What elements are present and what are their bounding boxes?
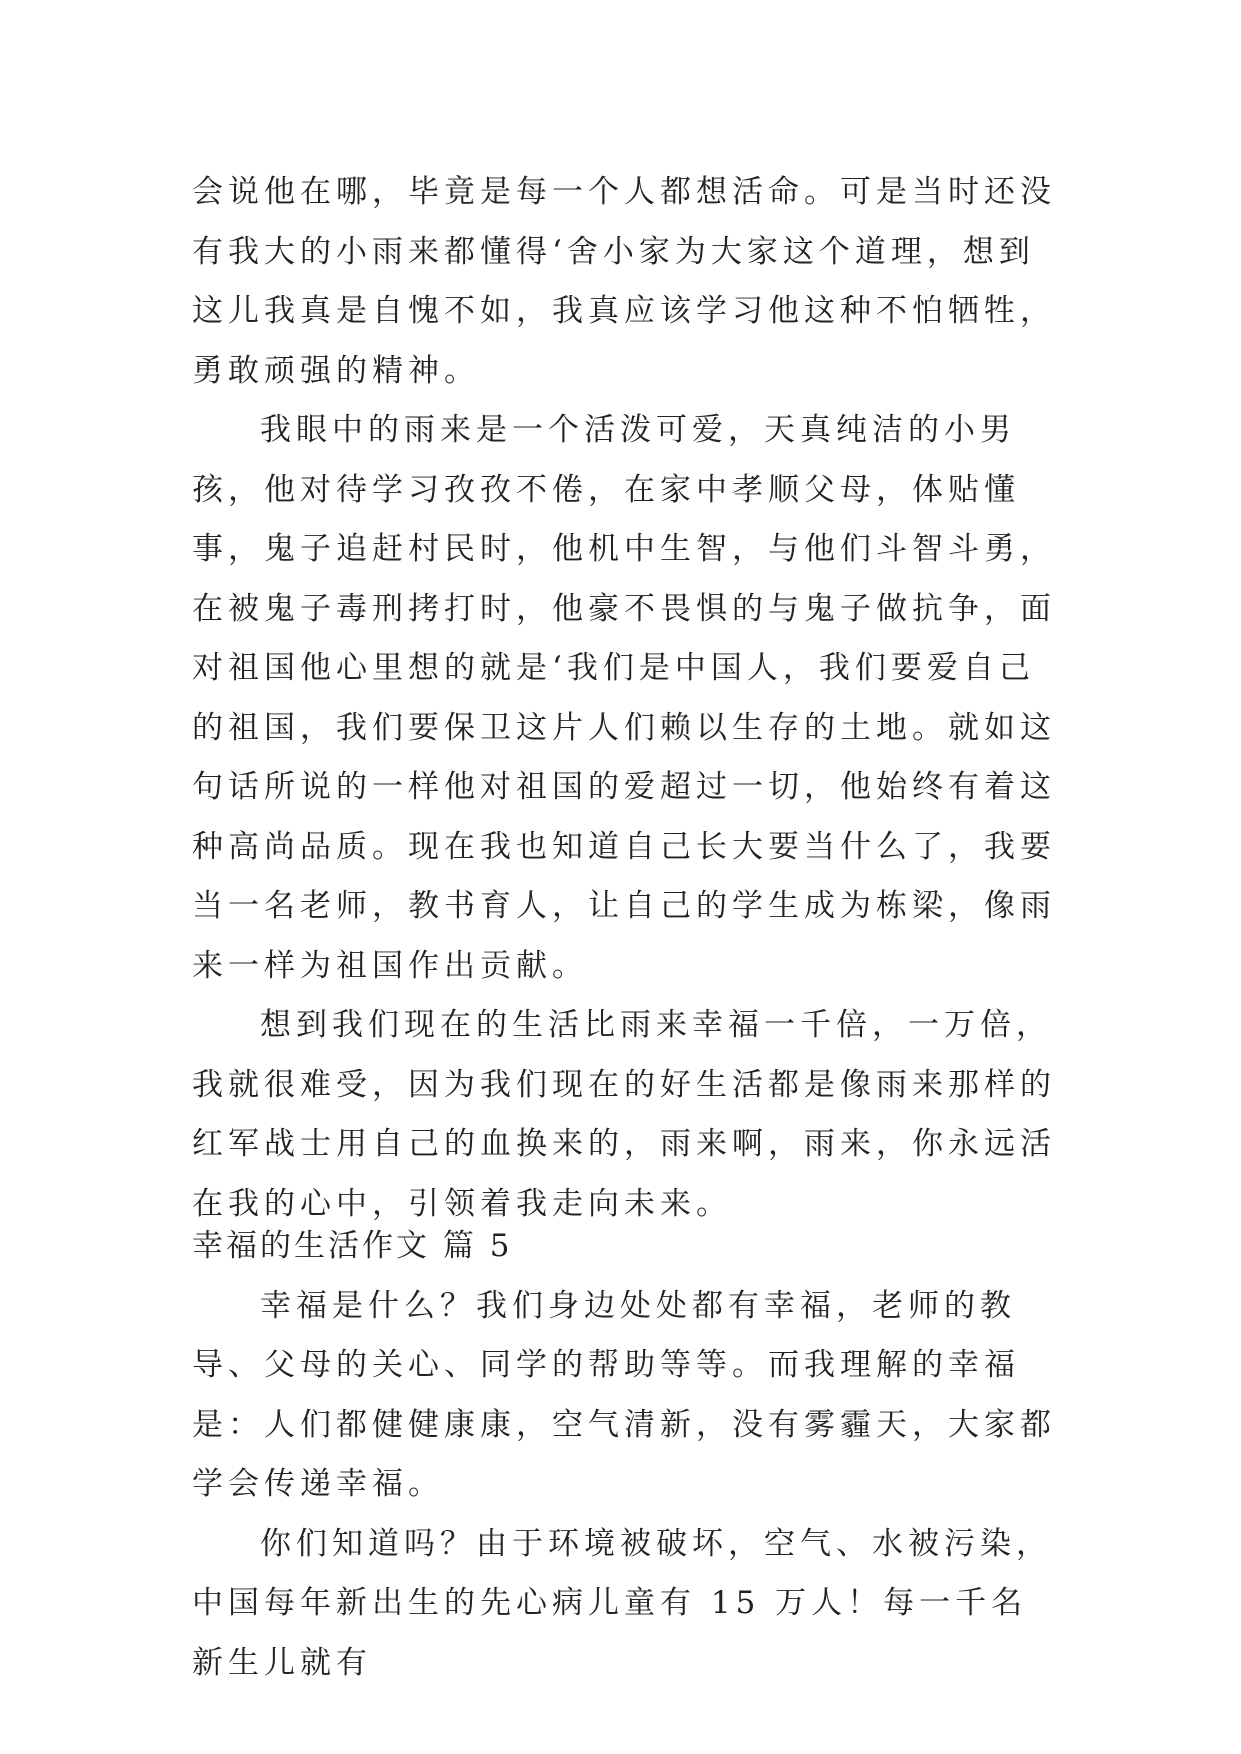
section-heading: 幸福的生活作文 篇 5 — [192, 1228, 513, 1264]
paragraph: 会说他在哪，毕竟是每一个人都想活命。可是当时还没有我大的小雨来都懂得‘舍小家为大家这个道理，想到这儿我真是自愧不如，我真应该学习他这种不怕牺牲，勇敢顽强的精神。 — [192, 174, 1056, 389]
paragraph: 你们知道吗？由于环境被破坏，空气、水被污染，中国每年新出生的先心病儿童有 15 万人！每一千名新生儿就有 — [192, 1525, 1052, 1681]
essay-continuation — [192, 163, 1060, 1234]
essay-section-5 — [192, 1217, 1060, 1693]
paragraph: 我眼中的雨来是一个活泼可爱，天真纯洁的小男孩，他对待学习孜孜不倦，在家中孝顺父母，体贴懂事，鬼子追赶村民时，他机中生智，与他们斗智斗勇，在被鬼子毒刑拷打时，他豪不畏惧的与鬼子做抗争，面对祖国他心里想的就是‘我们是中国人，我们要爱自己的祖国，我们要保卫这片人们赖以生存的土地。就如这句话所说的一样他对祖国的爱超过一切，他始终有着这种高尚品质。现在我也知道自己长大要当什么了，我要当一名老师，教书育人，让自己的学生成为栋梁，像雨来一样为祖国作出贡献。 — [192, 412, 1056, 984]
paragraph: 想到我们现在的生活比雨来幸福一千倍，一万倍，我就很难受，因为我们现在的好生活都是像雨来那样的红军战士用自己的血换来的，雨来啊，雨来，你永远活在我的心中，引领着我走向未来。 — [192, 1007, 1056, 1222]
paragraph: 幸福是什么？我们身边处处都有幸福，老师的教导、父母的关心、同学的帮助等等。而我理解的幸福是：人们都健健康康，空气清新，没有雾霾天，大家都学会传递幸福。 — [192, 1287, 1056, 1502]
